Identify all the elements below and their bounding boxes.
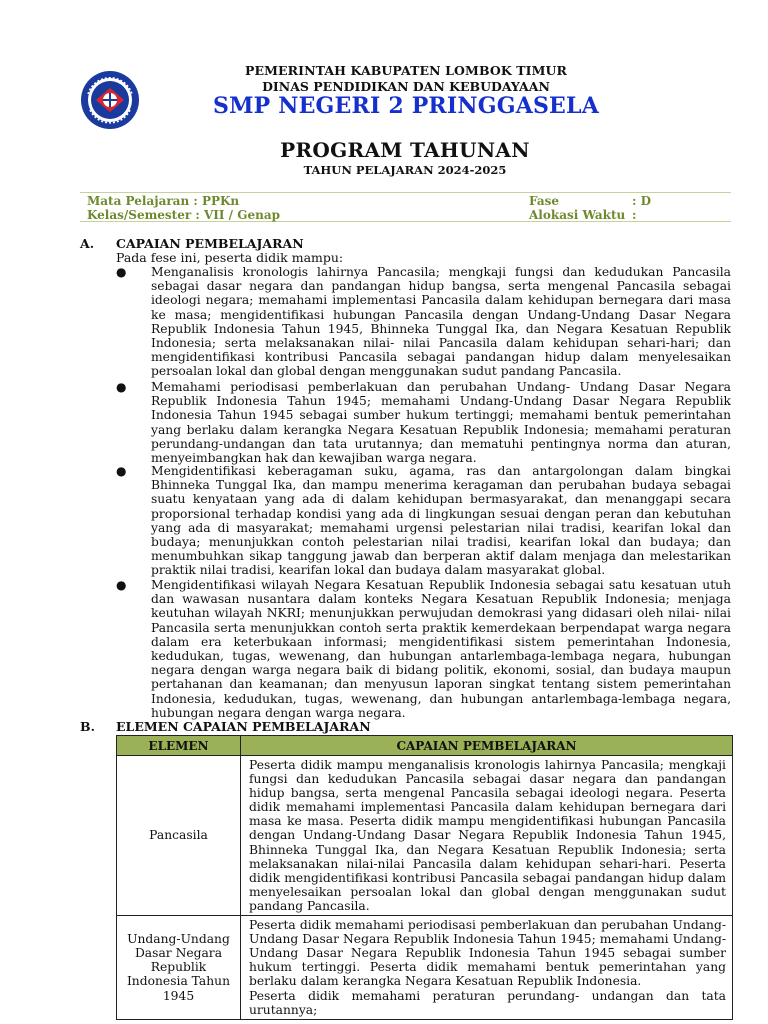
list-item-text: Menganalisis kronologis lahirnya Pancasila; mengkaji fungsi dan kedudukan Pancasila sebagai dasar negara dan pandangan hidup bangsa, serta mengenal Pancasila sebagai ideologi negara; memahami implementasi Pancasila dalam kehidupan bernegara dari masa ke masa; mengidentifikasi hubungan Pancasila dengan Undang-Undang Dasar Negara Republik Indonesia Tahun 1945, Bhinneka Tunggal Ika, dan Negara Kesatuan Republik Indonesia; serta melaksanakan nilai- nilai Pancasila dalam kehidupan sehari-hari; dan mengidentifikasi kontribusi Pancasila sebagai pandangan hidup dalam menyelesaikan persoalan lokal dan global dengan menggunakan sudut pandang Pancasila. bbox=[151, 265, 731, 379]
cell-elemen: Undang-Undang Dasar Negara Republik Indonesia Tahun 1945 bbox=[117, 916, 241, 1020]
column-header-elemen: ELEMEN bbox=[117, 736, 241, 756]
info-class-semester: Kelas/Semester : VII / Genap bbox=[87, 208, 280, 222]
cell-capaian-paragraph: Peserta didik mampu menganalisis kronologis lahirnya Pancasila; mengkaji fungsi dan kedudukan Pancasila sebagai dasar negara dan pandangan hidup bangsa, serta mengenal Pancasila sebagai ideologi negara. Peserta didik memahami implementasi Pancasila dalam kehidupan bernegara dari masa ke masa. Peserta didik mampu mengidentifikasi hubungan Pancasila dengan Undang-Undang Dasar Negara Republik Indonesia Tahun 1945, Bhinneka Tunggal Ika, dan Negara Kesatuan Republik Indonesia; serta melaksanakan nilai-nilai Pancasila dalam kehidupan sehari-hari. Peserta didik mengidentifikasi kontribusi Pancasila sebagai pandangan hidup dalam menyelesaikan persoalan lokal dan global dengan menggunakan sudut pandang Pancasila. bbox=[249, 758, 726, 913]
info-phase-label: Fase bbox=[529, 194, 560, 208]
column-header-capaian: CAPAIAN PEMBELAJARAN bbox=[241, 736, 733, 756]
document-subtitle: TAHUN PELAJARAN 2024-2025 bbox=[303, 163, 507, 177]
bullet-icon: ● bbox=[116, 265, 127, 279]
cell-capaian bbox=[241, 756, 733, 916]
info-subject: Mata Pelajaran : PPKn bbox=[87, 194, 240, 208]
table-header-row bbox=[117, 736, 733, 756]
list-item-text: Memahami periodisasi pemberlakuan dan perubahan Undang- Undang Dasar Negara Republik Indonesia Tahun 1945; memahami Undang-Undang Dasar Negara Republik Indonesia Tahun 1945 sebagai sumber hukum tertinggi; memahami bentuk pemerintahan yang berlaku dalam kerangka Negara Kesatuan Republik Indonesia; memahami peraturan perundang-undangan dan tata urutannya; dan mematuhi pentingnya norma dan aturan, menyeimbangkan hak dan kewajiban warga negara. bbox=[151, 380, 731, 466]
section-a-letter: A. bbox=[80, 236, 95, 251]
table-row bbox=[117, 756, 733, 916]
bullet-icon: ● bbox=[116, 464, 127, 478]
table-row bbox=[117, 916, 733, 1020]
info-time-value: : bbox=[632, 208, 637, 222]
info-phase-value: : D bbox=[632, 194, 652, 208]
info-time-label: Alokasi Waktu bbox=[529, 208, 626, 222]
cell-elemen: Pancasila bbox=[117, 756, 241, 916]
section-a-title: CAPAIAN PEMBELAJARAN bbox=[116, 236, 304, 251]
elements-table bbox=[116, 735, 733, 1020]
section-b-title: ELEMEN CAPAIAN PEMBELAJARAN bbox=[116, 719, 371, 734]
cell-capaian-paragraph: Peserta didik memahami periodisasi pemberlakuan dan perubahan Undang-Undang Dasar Negara Republik Indonesia Tahun 1945; memahami Undang-Undang Dasar Negara Republik Indonesia Tahun 1945 sebagai sumber hukum tertinggi. Peserta didik memahami bentuk pemerintahan yang berlaku dalam kerangka Negara Kesatuan Republik Indonesia. bbox=[249, 918, 726, 989]
cell-capaian bbox=[241, 916, 733, 1020]
header-department-line: DINAS PENDIDIKAN DAN KEBUDAYAAN bbox=[262, 79, 550, 94]
bullet-icon: ● bbox=[116, 578, 127, 592]
header-government-line: PEMERINTAH KABUPATEN LOMBOK TIMUR bbox=[244, 63, 568, 78]
header-school-name: SMP NEGERI 2 PRINGGASELA bbox=[213, 93, 599, 119]
list-item-text: Mengidentifikasi keberagaman suku, agama, ras dan antargolongan dalam bingkai Bhinneka Tunggal Ika, dan mampu menerima keragaman dan perubahan budaya sebagai suatu kenyataan yang ada di dalam kehidupan bermasyarakat, dan menanggapi secara proporsional terhadap kondisi yang ada di lingkungan sesuai dengan peran dan kebutuhan yang ada di masyarakat; memahami urgensi pelestarian nilai tradisi, kearifan lokal dan budaya; menunjukkan contoh pelestarian nilai tradisi, kearifan lokal dan budaya; dan menumbuhkan sikap tanggung jawab dan berperan aktif dalam menjaga dan melestarikan praktik nilai tradisi, kearifan lokal dan budaya dalam masyarakat global. bbox=[151, 464, 731, 578]
document-title: PROGRAM TAHUNAN bbox=[280, 138, 530, 162]
school-emblem-logo bbox=[80, 70, 140, 130]
section-b-letter: B. bbox=[80, 719, 95, 734]
bullet-icon: ● bbox=[116, 380, 127, 394]
list-item-text: Mengidentifikasi wilayah Negara Kesatuan Republik Indonesia sebagai satu kesatuan utuh dan wawasan nusantara dalam konteks Negara Kesatuan Republik Indonesia; menjaga keutuhan wilayah NKRI; menunjukkan perwujudan demokrasi yang didasari oleh nilai- nilai Pancasila serta menunjukkan contoh serta praktik kemerdekaan berpendapat warga negara dalam era keterbukaan informasi; mengidentifikasi sistem pemerintahan Indonesia, kedudukan, tugas, wewenang, dan hubungan antarlembaga-lembaga negara, hubungan negara dengan warga negara baik di bidang politik, ekonomi, sosial, dan budaya maupun pertahanan dan keamanan; dan menyusun laporan singkat tentang sistem pemerintahan Indonesia, kedudukan, tugas, wewenang, dan hubungan antarlembaga-lembaga negara, hubungan negara dengan warga negara. bbox=[151, 578, 731, 720]
cell-capaian-paragraph: Peserta didik memahami peraturan perundang- undangan dan tata urutannya; bbox=[249, 988, 726, 1017]
section-a-intro: Pada fese ini, peserta didik mampu: bbox=[116, 250, 344, 265]
info-band bbox=[80, 192, 731, 222]
